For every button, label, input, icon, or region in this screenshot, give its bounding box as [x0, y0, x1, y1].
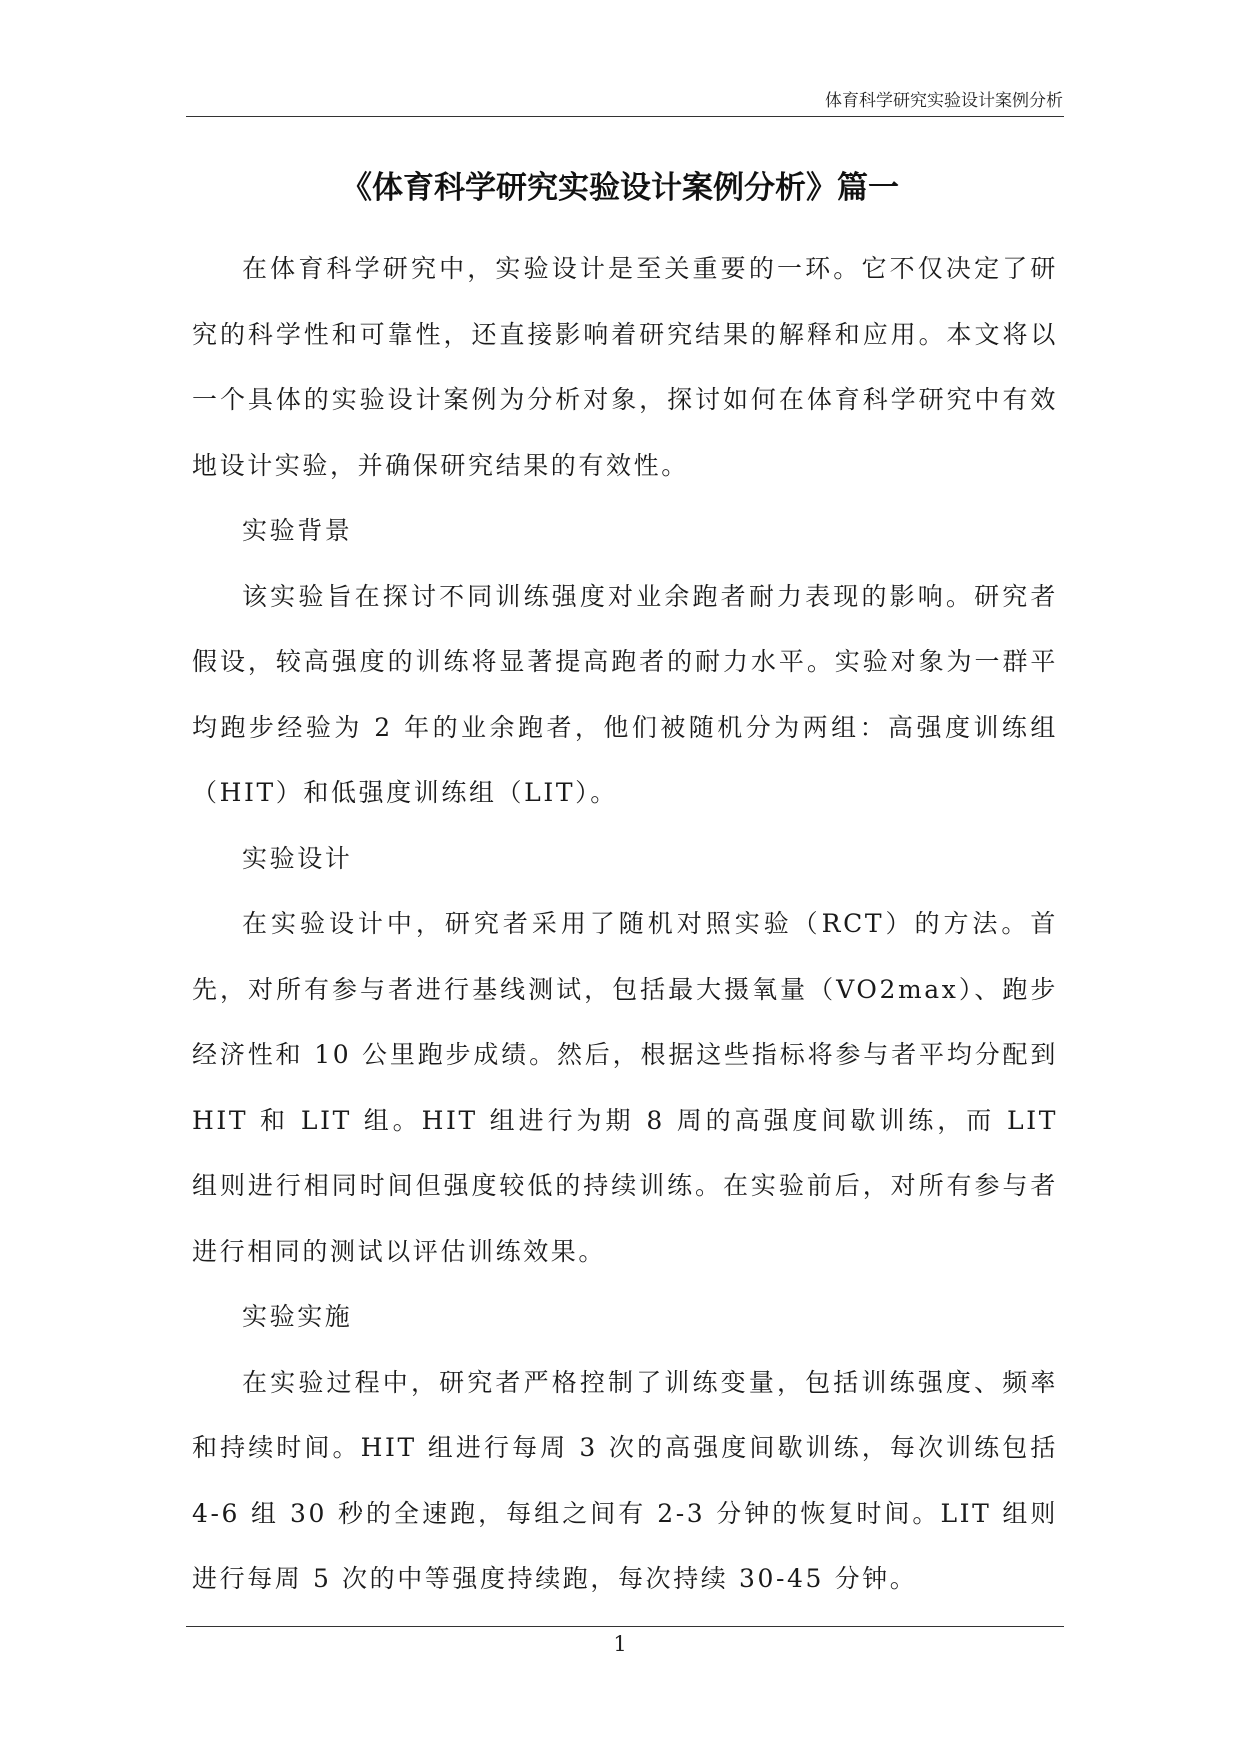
- footer-rule: [186, 1626, 1064, 1627]
- implementation-paragraph: 在实验过程中，研究者严格控制了训练变量，包括训练强度、频率和持续时间。HIT 组进行每周 3 次的高强度间歇训练，每次训练包括 4-6 组 30 秒的全速跑，每组之间有 2-3 分钟的恢复时间。LIT 组则进行每周 5 次的中等强度持续跑，每次持续 30-45 分钟。: [192, 1367, 1058, 1593]
- implementation-heading: 实验实施: [242, 1302, 353, 1331]
- background-heading: 实验背景: [242, 516, 353, 545]
- intro-paragraph: 在体育科学研究中，实验设计是至关重要的一环。它不仅决定了研究的科学性和可靠性，还直接影响着研究结果的解释和应用。本文将以一个具体的实验设计案例为分析对象，探讨如何在体育科学研究中有效地设计实验，并确保研究结果的有效性。: [192, 254, 1058, 480]
- design-heading: 实验设计: [242, 843, 353, 873]
- header-rule: [186, 116, 1064, 117]
- document-body: [192, 236, 1058, 1612]
- design-paragraph: 在实验设计中，研究者采用了随机对照实验（RCT）的方法。首先，对所有参与者进行基线测试，包括最大摄氧量（VO2max）、跑步经济性和 10 公里跑步成绩。然后，根据这些指标将参与者平均分配到 HIT 和 LIT 组。HIT 组进行为期 8 周的高强度间歇训练，而 LIT 组则进行相同时间但强度较低的持续训练。在实验前后，对所有参与者进行相同的测试以评估训练效果。: [192, 909, 1058, 1266]
- running-header: 体育科学研究实验设计案例分析: [825, 91, 1063, 111]
- page-number: 1: [613, 1632, 627, 1656]
- background-paragraph: 该实验旨在探讨不同训练强度对业余跑者耐力表现的影响。研究者假设，较高强度的训练将显著提高跑者的耐力水平。实验对象为一群平均跑步经验为 2 年的业余跑者，他们被随机分为两组：高强度训练组（HIT）和低强度训练组（LIT）。: [192, 581, 1058, 807]
- document-title: 《体育科学研究实验设计案例分析》篇一: [341, 170, 899, 206]
